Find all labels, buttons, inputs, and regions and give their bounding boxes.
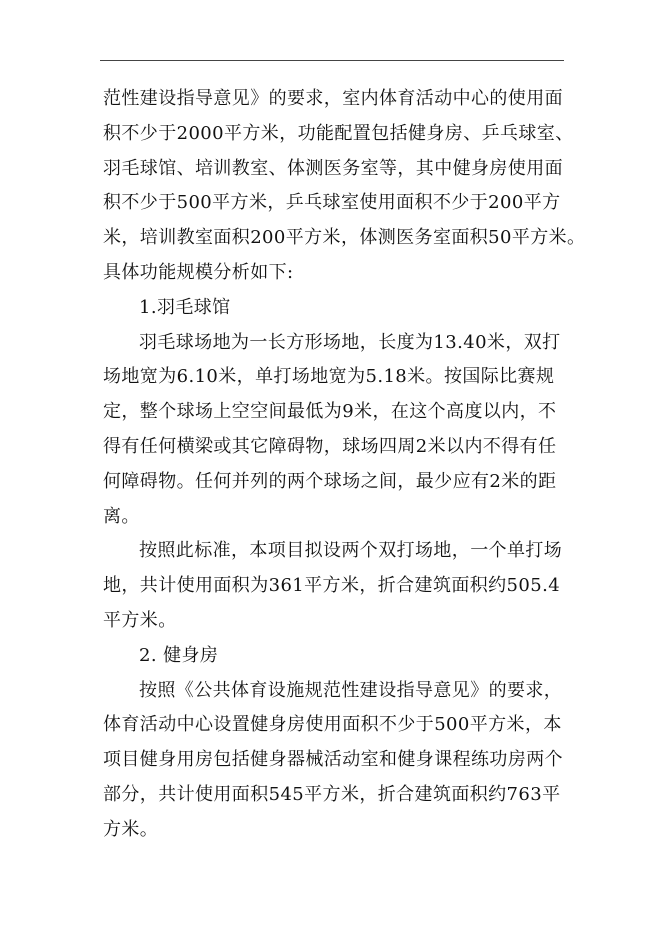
paragraph-line: 部分，共计使用面积545平方米，折合建筑面积约763平 bbox=[103, 783, 561, 805]
paragraph-line: 地，共计使用面积为361平方米，折合建筑面积约505.4 bbox=[103, 575, 561, 597]
paragraph-line: 得有任何横梁或其它障碍物，球场四周2米以内不得有任 bbox=[103, 435, 557, 457]
paragraph-line: 离。 bbox=[103, 505, 140, 527]
paragraph-line: 项目健身用房包括健身器械活动室和健身课程练功房两个 bbox=[103, 749, 563, 771]
paragraph-line: 具体功能规模分析如下: bbox=[103, 261, 294, 283]
paragraph-line: 米，培训教室面积200平方米，体测医务室面积50平方米。 bbox=[103, 227, 586, 249]
document-body bbox=[103, 82, 586, 848]
paragraph-line: 按照此标准，本项目拟设两个双打场地，一个单打场 bbox=[139, 540, 563, 562]
section-heading-badminton: 1.羽毛球馆 bbox=[139, 296, 231, 318]
paragraph-line: 积不少于2000平方米，功能配置包括健身房、乒乓球室、 bbox=[103, 122, 574, 144]
paragraph-line: 羽毛球场地为一长方形场地，长度为13.40米，双打 bbox=[139, 331, 561, 353]
paragraph-line: 羽毛球馆、培训教室、体测医务室等，其中健身房使用面 bbox=[103, 157, 563, 179]
paragraph-line: 平方米。 bbox=[103, 609, 177, 631]
paragraph-line: 方米。 bbox=[103, 818, 159, 840]
paragraph-line: 何障碍物。任何并列的两个球场之间，最少应有2米的距 bbox=[103, 470, 557, 492]
paragraph-line: 定，整个球场上空空间最低为9米，在这个高度以内，不 bbox=[103, 401, 557, 423]
section-heading-gym: 2. 健身房 bbox=[139, 644, 219, 666]
paragraph-line: 按照《公共体育设施规范性建设指导意见》的要求， bbox=[139, 679, 563, 701]
paragraph-line: 体育活动中心设置健身房使用面积不少于500平方米，本 bbox=[103, 714, 562, 736]
paragraph-line: 场地宽为6.10米，单打场地宽为5.18米。按国际比赛规 bbox=[103, 366, 555, 388]
paragraph-line: 范性建设指导意见》的要求，室内体育活动中心的使用面 bbox=[103, 88, 563, 109]
paragraph-line: 积不少于500平方米，乒乓球室使用面积不少于200平方 bbox=[103, 192, 561, 214]
header-rule bbox=[100, 60, 564, 61]
